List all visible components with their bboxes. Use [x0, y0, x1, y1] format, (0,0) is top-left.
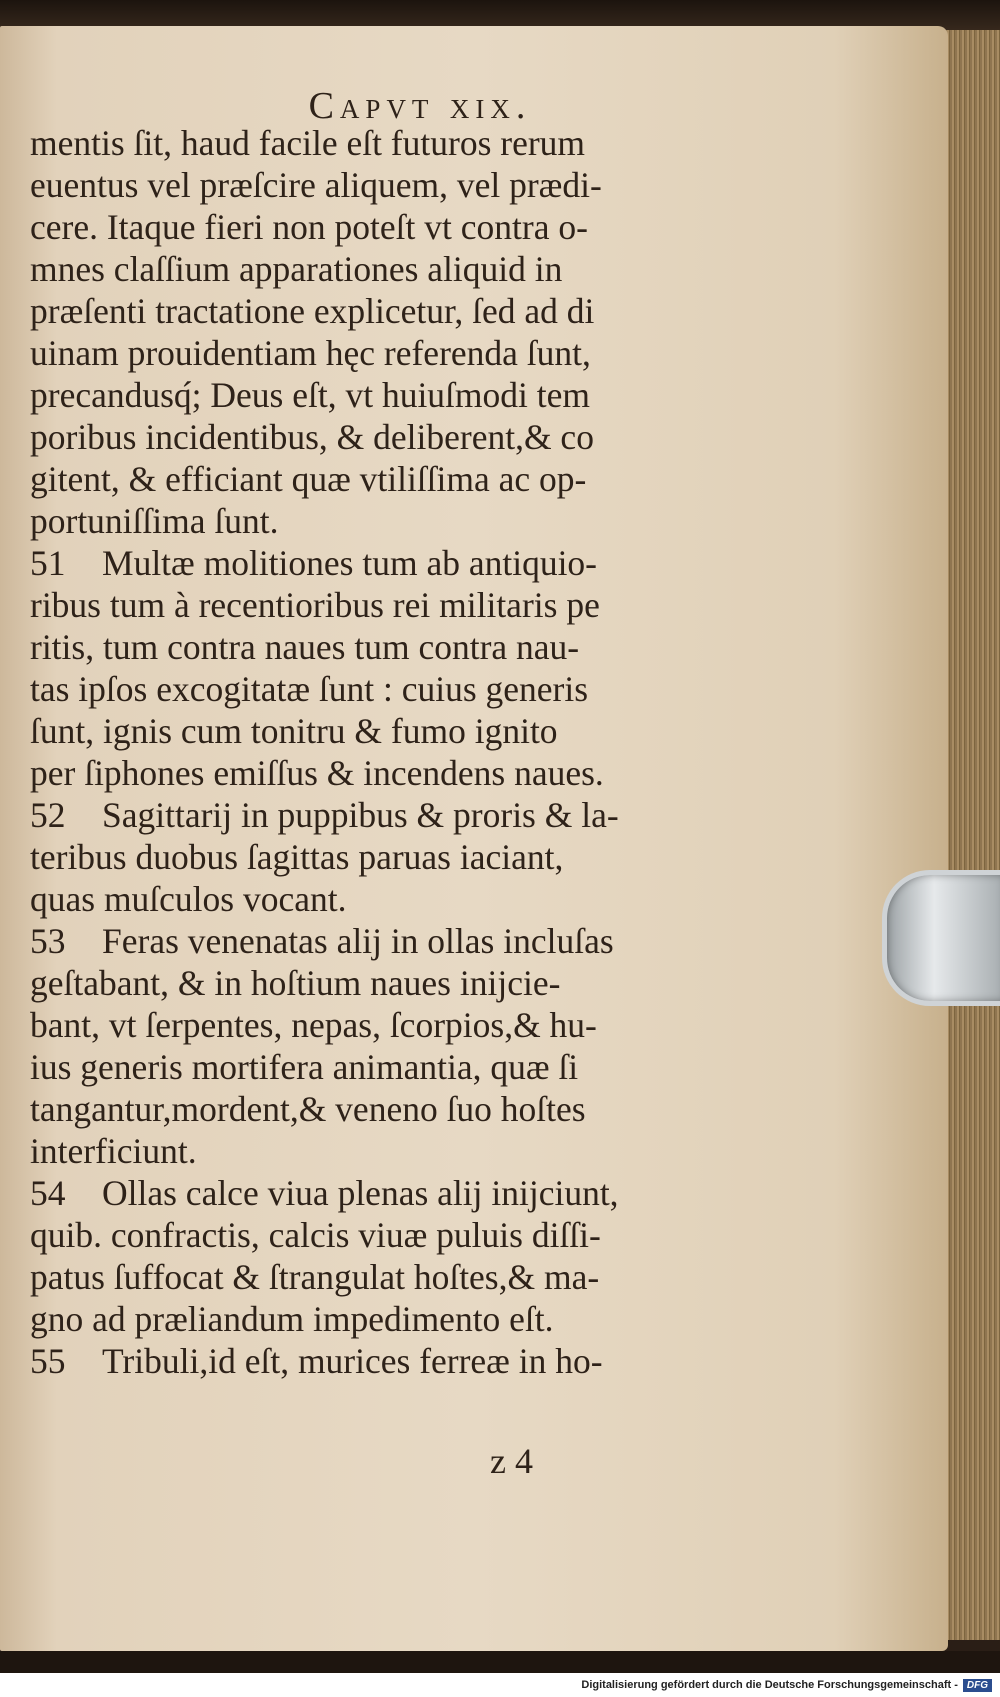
- text-line: [30, 458, 790, 500]
- text-line: [30, 1004, 790, 1046]
- line-text: ſunt, ignis cum tonitru & fumo ignito: [30, 711, 558, 751]
- text-line: [30, 542, 790, 584]
- line-text: euentus vel præſcire aliquem, vel prædi-: [30, 165, 602, 205]
- text-line: [30, 122, 790, 164]
- text-line: [30, 626, 790, 668]
- line-text: tangantur,mordent,& veneno ſuo hoſtes: [30, 1089, 586, 1129]
- text-line: [30, 206, 790, 248]
- text-line: [30, 500, 790, 542]
- text-line: [30, 1340, 790, 1382]
- text-line: [30, 962, 790, 1004]
- signature-mark: z 4: [490, 1441, 533, 1481]
- line-text: gno ad præliandum impedimento eſt.: [30, 1299, 554, 1339]
- line-text: Feras venenatas alij in ollas incluſas: [102, 921, 614, 961]
- line-text: ribus tum à recentioribus rei militaris pe: [30, 585, 600, 625]
- text-line: [30, 1088, 790, 1130]
- page-text: [30, 84, 790, 1382]
- line-text: ius generis mortifera animantia, quæ ſi: [30, 1047, 579, 1087]
- text-line: [30, 1172, 790, 1214]
- section-number: 52: [30, 795, 66, 835]
- text-line: [30, 1046, 790, 1088]
- section-number: 54: [30, 1173, 66, 1213]
- line-text: bant, vt ſerpentes, nepas, ſcorpios,& hu-: [30, 1005, 597, 1045]
- line-text: tas ipſos excogitatæ ſunt : cuius generis: [30, 669, 589, 709]
- text-line: [30, 1130, 790, 1172]
- line-text: uinam prouidentiam hęc referenda ſunt,: [30, 333, 591, 373]
- metal-clasp: [882, 870, 1000, 1006]
- line-text: Sagittarij in puppibus & proris & la-: [102, 795, 619, 835]
- footer-credit: Digitalisierung gefördert durch die Deutsche Forschungsgemeinschaft -: [581, 1679, 958, 1691]
- line-text: portuniſſima ſunt.: [30, 501, 279, 541]
- text-line: [30, 164, 790, 206]
- section-number: 51: [30, 543, 66, 583]
- line-text: Tribuli,id eſt, murices ferreæ in ho-: [102, 1341, 603, 1381]
- text-line: [30, 584, 790, 626]
- line-text: Multæ molitiones tum ab antiquio-: [102, 543, 598, 583]
- line-text: Ollas calce viua plenas alij inijciunt,: [102, 1173, 619, 1213]
- text-line: [30, 668, 790, 710]
- text-line: [30, 878, 790, 920]
- section-number: 55: [30, 1341, 66, 1381]
- text-line: [30, 794, 790, 836]
- text-line: [30, 1256, 790, 1298]
- text-line: [30, 1214, 790, 1256]
- line-text: poribus incidentibus, & deliberent,& co: [30, 417, 594, 457]
- text-line: [30, 710, 790, 752]
- line-text: mnes claſſium apparationes aliquid in: [30, 249, 563, 289]
- text-line: [30, 1298, 790, 1340]
- text-line: [30, 416, 790, 458]
- line-text: gitent, & efficiant quæ vtiliſſima ac op-: [30, 459, 587, 499]
- line-text: precandusq́; Deus eſt, vt huiuſmodi tem: [30, 375, 591, 415]
- bottom-shadow: [0, 1651, 1000, 1673]
- text-line: [30, 248, 790, 290]
- line-text: mentis ſit, haud facile eſt futuros rerum: [30, 123, 586, 163]
- line-text: per ſiphones emiſſus & incendens naues.: [30, 753, 604, 793]
- line-text: geſtabant, & in hoſtium naues inijcie-: [30, 963, 561, 1003]
- line-text: ritis, tum contra naues tum contra nau-: [30, 627, 580, 667]
- text-line: [30, 332, 790, 374]
- line-text: teribus duobus ſagittas paruas iaciant,: [30, 837, 564, 877]
- text-line: [30, 752, 790, 794]
- section-number: 53: [30, 921, 66, 961]
- line-text: quas muſculos vocant.: [30, 879, 347, 919]
- line-text: patus ſuffocat & ſtrangulat hoſtes,& ma-: [30, 1257, 600, 1297]
- dfg-logo: DFG: [963, 1679, 992, 1692]
- text-line: [30, 290, 790, 332]
- text-line: [30, 836, 790, 878]
- text-line: [30, 374, 790, 416]
- line-text: cere. Itaque fieri non poteſt vt contra o-: [30, 207, 588, 247]
- line-text: interficiunt.: [30, 1131, 197, 1171]
- line-text: quib. confractis, calcis viuæ puluis diſſi-: [30, 1215, 601, 1255]
- running-head: Capvt xix.: [308, 85, 532, 127]
- line-text: præſenti tractatione explicetur, ſed ad di: [30, 291, 595, 331]
- text-line: [30, 920, 790, 962]
- text-lines: [30, 122, 790, 1382]
- footer-strip: [0, 1673, 1000, 1697]
